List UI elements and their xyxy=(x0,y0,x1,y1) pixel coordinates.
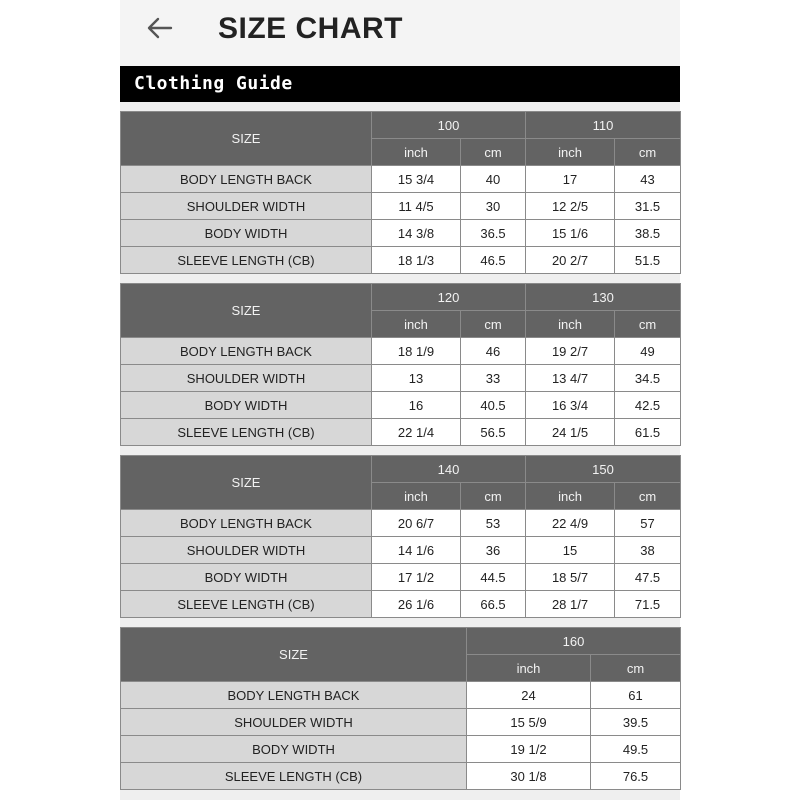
inch-unit-header: inch xyxy=(526,483,615,510)
cm-value-cell: 51.5 xyxy=(615,247,681,274)
cm-value-cell: 42.5 xyxy=(615,392,681,419)
size-table xyxy=(120,627,681,790)
measurement-label: SHOULDER WIDTH xyxy=(121,537,372,564)
inch-value-cell: 26 1/6 xyxy=(372,591,461,618)
inch-value-cell: 15 3/4 xyxy=(372,166,461,193)
inch-value-cell: 11 4/5 xyxy=(372,193,461,220)
size-header: SIZE xyxy=(121,628,467,682)
inch-unit-header: inch xyxy=(467,655,591,682)
size-column-header: 140 xyxy=(372,456,526,483)
inch-value-cell: 12 2/5 xyxy=(526,193,615,220)
table-row xyxy=(121,564,681,591)
inch-value-cell: 15 xyxy=(526,537,615,564)
measurement-label: BODY LENGTH BACK xyxy=(121,510,372,537)
table-row xyxy=(121,193,681,220)
cm-value-cell: 49.5 xyxy=(591,736,681,763)
inch-value-cell: 24 1/5 xyxy=(526,419,615,446)
inch-value-cell: 19 1/2 xyxy=(467,736,591,763)
size-column-header: 120 xyxy=(372,284,526,311)
size-table xyxy=(120,111,681,274)
size-column-header: 160 xyxy=(467,628,681,655)
table-row xyxy=(121,220,681,247)
table-row xyxy=(121,247,681,274)
size-table xyxy=(120,455,681,618)
cm-value-cell: 43 xyxy=(615,166,681,193)
cm-value-cell: 66.5 xyxy=(461,591,526,618)
cm-unit-header: cm xyxy=(615,139,681,166)
cm-value-cell: 53 xyxy=(461,510,526,537)
measurement-label: SHOULDER WIDTH xyxy=(121,365,372,392)
inch-value-cell: 22 1/4 xyxy=(372,419,461,446)
table-row xyxy=(121,763,681,790)
size-column-header: 130 xyxy=(526,284,681,311)
inch-value-cell: 16 xyxy=(372,392,461,419)
size-header: SIZE xyxy=(121,284,372,338)
cm-value-cell: 38 xyxy=(615,537,681,564)
cm-unit-header: cm xyxy=(461,483,526,510)
cm-value-cell: 56.5 xyxy=(461,419,526,446)
cm-value-cell: 71.5 xyxy=(615,591,681,618)
table-row xyxy=(121,166,681,193)
inch-value-cell: 18 1/9 xyxy=(372,338,461,365)
inch-value-cell: 18 1/3 xyxy=(372,247,461,274)
inch-value-cell: 13 xyxy=(372,365,461,392)
cm-value-cell: 57 xyxy=(615,510,681,537)
inch-value-cell: 22 4/9 xyxy=(526,510,615,537)
inch-value-cell: 15 5/9 xyxy=(467,709,591,736)
cm-unit-header: cm xyxy=(461,139,526,166)
inch-value-cell: 14 1/6 xyxy=(372,537,461,564)
arrow-left-icon xyxy=(147,17,173,39)
inch-value-cell: 17 1/2 xyxy=(372,564,461,591)
size-header: SIZE xyxy=(121,456,372,510)
cm-value-cell: 38.5 xyxy=(615,220,681,247)
measurement-label: SHOULDER WIDTH xyxy=(121,709,467,736)
cm-value-cell: 49 xyxy=(615,338,681,365)
cm-value-cell: 34.5 xyxy=(615,365,681,392)
measurement-label: SLEEVE LENGTH (CB) xyxy=(121,591,372,618)
inch-unit-header: inch xyxy=(372,483,461,510)
cm-value-cell: 76.5 xyxy=(591,763,681,790)
size-chart-page xyxy=(120,0,680,800)
inch-value-cell: 15 1/6 xyxy=(526,220,615,247)
inch-value-cell: 19 2/7 xyxy=(526,338,615,365)
measurement-label: SLEEVE LENGTH (CB) xyxy=(121,419,372,446)
cm-value-cell: 61.5 xyxy=(615,419,681,446)
inch-value-cell: 20 2/7 xyxy=(526,247,615,274)
measurement-label: BODY LENGTH BACK xyxy=(121,338,372,365)
cm-value-cell: 44.5 xyxy=(461,564,526,591)
size-column-header: 150 xyxy=(526,456,681,483)
page-title: SIZE CHART xyxy=(218,12,403,45)
inch-unit-header: inch xyxy=(372,139,461,166)
inch-value-cell: 20 6/7 xyxy=(372,510,461,537)
inch-value-cell: 16 3/4 xyxy=(526,392,615,419)
size-column-header: 110 xyxy=(526,112,681,139)
table-row xyxy=(121,591,681,618)
size-column-header: 100 xyxy=(372,112,526,139)
table-row xyxy=(121,365,681,392)
measurement-label: SHOULDER WIDTH xyxy=(121,193,372,220)
table-row xyxy=(121,682,681,709)
measurement-label: BODY WIDTH xyxy=(121,736,467,763)
cm-value-cell: 46 xyxy=(461,338,526,365)
cm-value-cell: 46.5 xyxy=(461,247,526,274)
top-bar xyxy=(120,0,680,66)
clothing-guide-label: Clothing Guide xyxy=(134,73,293,94)
table-row xyxy=(121,419,681,446)
cm-unit-header: cm xyxy=(615,311,681,338)
measurement-label: BODY LENGTH BACK xyxy=(121,682,467,709)
measurement-label: BODY WIDTH xyxy=(121,564,372,591)
table-row xyxy=(121,537,681,564)
measurement-label: SLEEVE LENGTH (CB) xyxy=(121,247,372,274)
cm-unit-header: cm xyxy=(461,311,526,338)
cm-value-cell: 47.5 xyxy=(615,564,681,591)
inch-value-cell: 30 1/8 xyxy=(467,763,591,790)
inch-value-cell: 24 xyxy=(467,682,591,709)
inch-value-cell: 14 3/8 xyxy=(372,220,461,247)
inch-value-cell: 13 4/7 xyxy=(526,365,615,392)
inch-value-cell: 28 1/7 xyxy=(526,591,615,618)
size-header: SIZE xyxy=(121,112,372,166)
cm-value-cell: 31.5 xyxy=(615,193,681,220)
inch-unit-header: inch xyxy=(372,311,461,338)
cm-value-cell: 40 xyxy=(461,166,526,193)
cm-unit-header: cm xyxy=(591,655,681,682)
cm-value-cell: 61 xyxy=(591,682,681,709)
cm-value-cell: 33 xyxy=(461,365,526,392)
cm-value-cell: 39.5 xyxy=(591,709,681,736)
cm-unit-header: cm xyxy=(615,483,681,510)
measurement-label: BODY WIDTH xyxy=(121,392,372,419)
inch-value-cell: 17 xyxy=(526,166,615,193)
table-row xyxy=(121,338,681,365)
cm-value-cell: 40.5 xyxy=(461,392,526,419)
measurement-label: SLEEVE LENGTH (CB) xyxy=(121,763,467,790)
table-row xyxy=(121,392,681,419)
clothing-guide-bar xyxy=(120,66,680,102)
measurement-label: BODY WIDTH xyxy=(121,220,372,247)
cm-value-cell: 36.5 xyxy=(461,220,526,247)
back-button[interactable] xyxy=(142,10,178,46)
cm-value-cell: 30 xyxy=(461,193,526,220)
inch-unit-header: inch xyxy=(526,139,615,166)
table-row xyxy=(121,736,681,763)
measurement-label: BODY LENGTH BACK xyxy=(121,166,372,193)
inch-value-cell: 18 5/7 xyxy=(526,564,615,591)
cm-value-cell: 36 xyxy=(461,537,526,564)
table-row xyxy=(121,709,681,736)
inch-unit-header: inch xyxy=(526,311,615,338)
size-table xyxy=(120,283,681,446)
table-row xyxy=(121,510,681,537)
